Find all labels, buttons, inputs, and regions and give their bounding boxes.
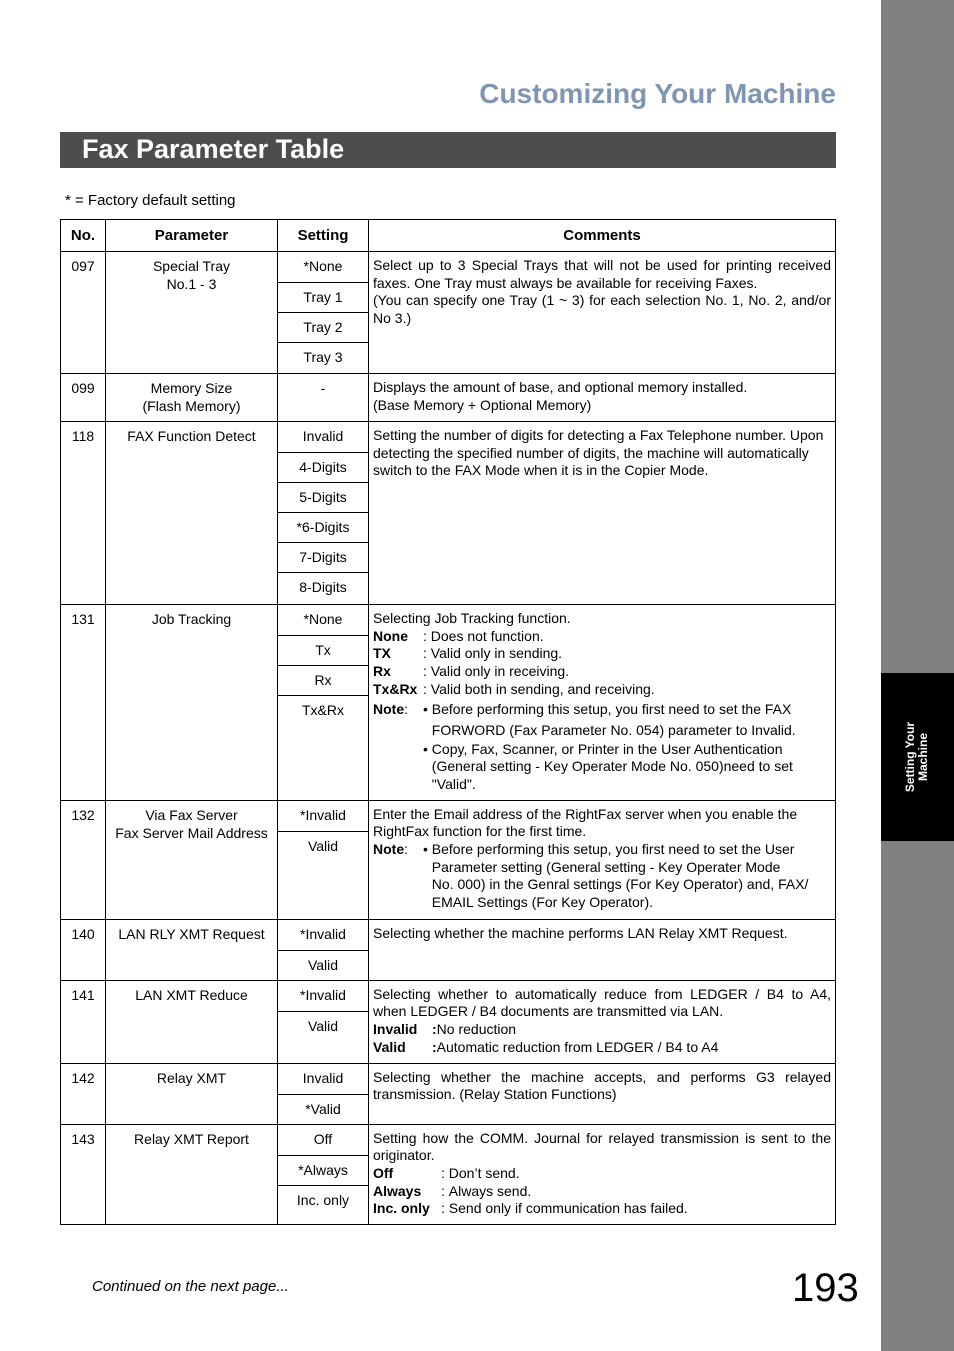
param-number: 132 bbox=[61, 800, 106, 919]
header-parameter: Parameter bbox=[106, 220, 278, 252]
table-row bbox=[61, 980, 836, 1063]
param-number: 097 bbox=[61, 252, 106, 374]
setting-options bbox=[278, 1063, 369, 1124]
table-row bbox=[61, 605, 836, 801]
param-comments: Displays the amount of base, and optional memory installed. (Base Memory + Optional Memory) bbox=[369, 374, 836, 422]
param-comments: Selecting whether the machine performs LAN Relay XMT Request. bbox=[369, 919, 836, 980]
param-number: 141 bbox=[61, 980, 106, 1063]
chapter-tab-label: Setting Your Machine bbox=[903, 721, 930, 793]
setting-option: Valid bbox=[278, 831, 368, 861]
setting-options bbox=[278, 800, 369, 919]
setting-option: Invalid bbox=[302, 428, 344, 444]
param-name: Special Tray No.1 - 3 bbox=[106, 252, 278, 374]
setting-options bbox=[278, 919, 369, 980]
param-comments: Enter the Email address of the RightFax server when you enable the RightFax function for the first time. Note: • Before performing this setup, you first need to set the User Parameter setting (General setting - Key Operater Mode No. 000) in the Genral settings (For Key Operator) and, FAX/ EMAIL Settings (For Key Operator). bbox=[369, 800, 836, 919]
setting-option: Rx bbox=[278, 665, 368, 695]
continued-note: Continued on the next page... bbox=[92, 1278, 289, 1295]
param-name: Job Tracking bbox=[106, 605, 278, 801]
setting-option: 7-Digits bbox=[278, 542, 368, 572]
setting-option: 4-Digits bbox=[278, 452, 368, 482]
setting-option: Tx&Rx bbox=[278, 695, 368, 725]
setting-option: *Always bbox=[278, 1155, 368, 1185]
param-number: 131 bbox=[61, 605, 106, 801]
setting-option: 8-Digits bbox=[278, 572, 368, 602]
table-header-row bbox=[61, 220, 836, 252]
param-comments: Selecting Job Tracking function. None : Does not function. TX : Valid only in sending. Rx : Valid only in receiving. Tx&Rx : Valid both in sending, and receiving. Note: • Before performing this setup, you first need to set the FAX FORWORD (Fax Parameter No. 054) parameter to Invalid. • Copy, Fax, Scanner, or Printer in the User Authentication (General setting - Key Operater Mode No. 050)need to set "Valid". bbox=[369, 605, 836, 801]
setting-option: 5-Digits bbox=[278, 482, 368, 512]
setting-option: Valid bbox=[278, 950, 368, 980]
param-number: 099 bbox=[61, 374, 106, 422]
setting-option: *Valid bbox=[278, 1094, 368, 1124]
header-no: No. bbox=[61, 220, 106, 252]
setting-option: *Invalid bbox=[300, 806, 346, 823]
setting-option: *None bbox=[303, 611, 343, 627]
setting-options bbox=[278, 374, 369, 422]
param-number: 118 bbox=[61, 422, 106, 605]
table-row bbox=[61, 252, 836, 374]
param-number: 140 bbox=[61, 919, 106, 980]
table-row bbox=[61, 422, 836, 605]
param-comments: Select up to 3 Special Trays that will not be used for printing received faxes. One Tray must always be available for receiving Faxes. (You can specify one Tray (1 ~ 3) for each selection No. 1, No. 2, and/or No 3.) bbox=[369, 252, 836, 374]
chapter-title: Customizing Your Machine bbox=[479, 78, 836, 109]
param-comments: Setting the number of digits for detecting a Fax Telephone number. Upon detecting the specified number of digits, the machine will automatically switch to the FAX Mode when it is in the Copier Mode. bbox=[369, 422, 836, 605]
setting-option: - bbox=[320, 380, 326, 396]
section-title: Fax Parameter Table bbox=[82, 134, 345, 164]
param-name: FAX Function Detect bbox=[106, 422, 278, 605]
param-name: Memory Size (Flash Memory) bbox=[106, 374, 278, 422]
table-row bbox=[61, 1124, 836, 1225]
table-row bbox=[61, 1063, 836, 1124]
table-row bbox=[61, 800, 836, 919]
setting-option: *6-Digits bbox=[278, 512, 368, 542]
header-setting: Setting bbox=[278, 220, 369, 252]
setting-option: Tray 2 bbox=[278, 312, 368, 342]
param-comments: Setting how the COMM. Journal for relayed transmission is sent to the originator. Off : Don’t send. Always : Always send. Inc. only : Send only if communication has failed. bbox=[369, 1124, 836, 1225]
setting-option: *Invalid bbox=[300, 986, 346, 1003]
param-number: 143 bbox=[61, 1124, 106, 1225]
param-name: LAN RLY XMT Request bbox=[106, 919, 278, 980]
fax-parameter-table bbox=[60, 219, 836, 1225]
table-row bbox=[61, 374, 836, 422]
setting-options bbox=[278, 605, 369, 801]
param-comments: Selecting whether to automatically reduce from LEDGER / B4 to A4, when LEDGER / B4 documents are transmitted via LAN. Invalid : No reduction Valid : Automatic reduction from LEDGER / B4 to A4 bbox=[369, 980, 836, 1063]
section-banner bbox=[60, 132, 836, 168]
param-number: 142 bbox=[61, 1063, 106, 1124]
param-name: Via Fax Server Fax Server Mail Address bbox=[106, 800, 278, 919]
page-number: 193 bbox=[792, 1266, 859, 1310]
setting-option: *None bbox=[303, 258, 343, 274]
header-comments: Comments bbox=[369, 220, 836, 252]
table-row bbox=[61, 919, 836, 980]
setting-options bbox=[278, 1124, 369, 1225]
setting-option: Invalid bbox=[302, 1069, 344, 1086]
param-name: LAN XMT Reduce bbox=[106, 980, 278, 1063]
param-comments: Selecting whether the machine accepts, and performs G3 relayed transmission. (Relay Station Functions) bbox=[369, 1063, 836, 1124]
setting-options bbox=[278, 980, 369, 1063]
setting-option: Inc. only bbox=[278, 1185, 368, 1215]
setting-option: Tx bbox=[278, 635, 368, 665]
factory-default-legend: * = Factory default setting bbox=[65, 192, 236, 209]
param-name: Relay XMT bbox=[106, 1063, 278, 1124]
param-name: Relay XMT Report bbox=[106, 1124, 278, 1225]
setting-option: Tray 3 bbox=[278, 342, 368, 372]
setting-options bbox=[278, 252, 369, 374]
setting-option: Off bbox=[313, 1130, 333, 1147]
setting-option: Valid bbox=[278, 1011, 368, 1041]
setting-option: Tray 1 bbox=[278, 282, 368, 312]
setting-option: *Invalid bbox=[300, 925, 346, 942]
setting-options bbox=[278, 422, 369, 605]
